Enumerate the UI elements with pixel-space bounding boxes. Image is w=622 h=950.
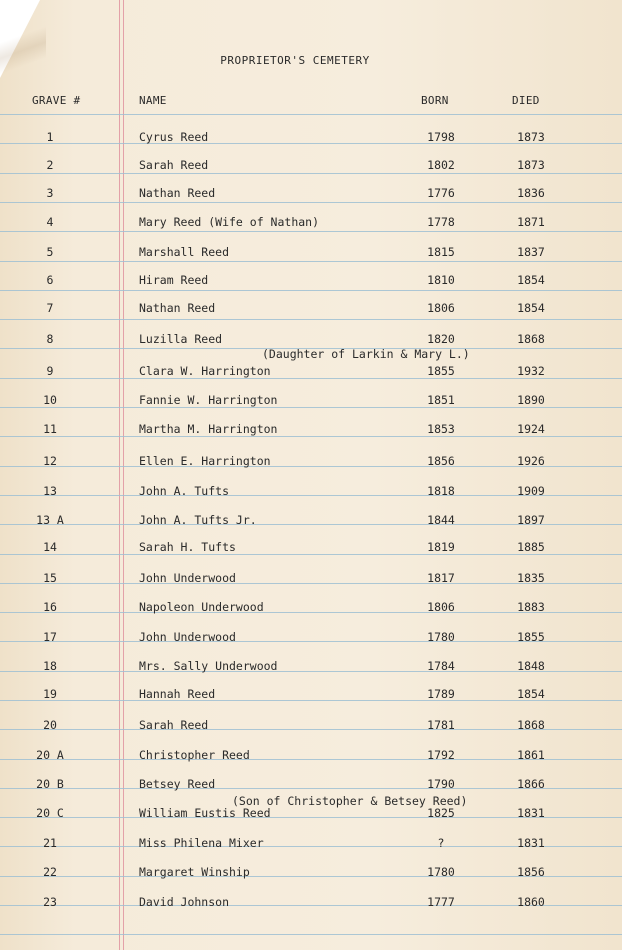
person-name: Nathan Reed bbox=[139, 301, 216, 315]
header-born: BORN bbox=[421, 94, 449, 107]
header-grave: GRAVE # bbox=[32, 94, 81, 107]
grave-number: 23 bbox=[43, 895, 57, 909]
person-name: Sarah Reed bbox=[139, 718, 209, 732]
person-name: Margaret Winship bbox=[139, 865, 250, 879]
ruled-line bbox=[0, 934, 622, 935]
born-year: 1817 bbox=[427, 571, 455, 585]
person-name: Betsey Reed bbox=[139, 777, 216, 791]
person-name: Ellen E. Harrington bbox=[139, 454, 271, 468]
born-year: 1778 bbox=[427, 215, 455, 229]
table-row bbox=[0, 273, 622, 289]
person-name: Christopher Reed bbox=[139, 748, 250, 762]
born-year: 1815 bbox=[427, 245, 455, 259]
person-name: Miss Philena Mixer bbox=[139, 836, 264, 850]
person-name: Sarah H. Tufts bbox=[139, 540, 236, 554]
born-year: 1819 bbox=[427, 540, 455, 554]
grave-number: 5 bbox=[46, 245, 54, 259]
born-year: 1855 bbox=[427, 364, 455, 378]
born-year: 1853 bbox=[427, 422, 455, 436]
grave-number: 7 bbox=[46, 301, 54, 315]
died-year: 1866 bbox=[517, 777, 545, 791]
table-row bbox=[0, 687, 622, 703]
table-row bbox=[0, 777, 622, 793]
person-name: John Underwood bbox=[139, 571, 236, 585]
born-year: 1776 bbox=[427, 186, 455, 200]
table-row bbox=[0, 158, 622, 174]
ruled-line bbox=[0, 261, 622, 262]
born-year: 1798 bbox=[427, 130, 455, 144]
died-year: 1854 bbox=[517, 301, 545, 315]
table-row bbox=[0, 245, 622, 261]
died-year: 1854 bbox=[517, 687, 545, 701]
born-year: 1789 bbox=[427, 687, 455, 701]
died-year: 1873 bbox=[517, 130, 545, 144]
born-year: 1777 bbox=[427, 895, 455, 909]
grave-number: 11 bbox=[43, 422, 57, 436]
person-name: John A. Tufts Jr. bbox=[139, 513, 257, 527]
person-name: Mary Reed (Wife of Nathan) bbox=[139, 215, 320, 229]
table-row bbox=[0, 130, 622, 146]
table-row bbox=[0, 600, 622, 616]
born-year: 1825 bbox=[427, 806, 455, 820]
died-year: 1854 bbox=[517, 273, 545, 287]
born-year: ? bbox=[437, 836, 445, 850]
person-name: Mrs. Sally Underwood bbox=[139, 659, 278, 673]
note-luzilla: (Daughter of Larkin & Mary L.) bbox=[262, 347, 470, 361]
died-year: 1890 bbox=[517, 393, 545, 407]
died-year: 1885 bbox=[517, 540, 545, 554]
grave-number: 1 bbox=[46, 130, 54, 144]
grave-number: 4 bbox=[46, 215, 54, 229]
born-year: 1818 bbox=[427, 484, 455, 498]
corner-shadow bbox=[0, 0, 46, 90]
person-name: Sarah Reed bbox=[139, 158, 209, 172]
grave-number: 22 bbox=[43, 865, 57, 879]
born-year: 1780 bbox=[427, 630, 455, 644]
died-year: 1909 bbox=[517, 484, 545, 498]
born-year: 1806 bbox=[427, 301, 455, 315]
person-name: John A. Tufts bbox=[139, 484, 230, 498]
table-row bbox=[0, 301, 622, 317]
ruled-line bbox=[0, 290, 622, 291]
grave-number: 21 bbox=[43, 836, 57, 850]
table-row bbox=[0, 513, 622, 529]
died-year: 1836 bbox=[517, 186, 545, 200]
table-row bbox=[0, 422, 622, 438]
grave-number: 20 bbox=[43, 718, 57, 732]
grave-number: 14 bbox=[43, 540, 57, 554]
grave-number: 3 bbox=[46, 186, 54, 200]
died-year: 1837 bbox=[517, 245, 545, 259]
died-year: 1926 bbox=[517, 454, 545, 468]
table-row bbox=[0, 540, 622, 556]
died-year: 1873 bbox=[517, 158, 545, 172]
person-name: William Eustis Reed bbox=[139, 806, 271, 820]
ruled-line bbox=[0, 202, 622, 203]
grave-number: 12 bbox=[43, 454, 57, 468]
person-name: Nathan Reed bbox=[139, 186, 216, 200]
ruled-line bbox=[0, 319, 622, 320]
died-year: 1932 bbox=[517, 364, 545, 378]
grave-number: 9 bbox=[46, 364, 54, 378]
person-name: Marshall Reed bbox=[139, 245, 230, 259]
born-year: 1781 bbox=[427, 718, 455, 732]
person-name: Luzilla Reed bbox=[139, 332, 223, 346]
table-row bbox=[0, 454, 622, 470]
grave-number: 6 bbox=[46, 273, 54, 287]
grave-number: 20 A bbox=[36, 748, 64, 762]
died-year: 1860 bbox=[517, 895, 545, 909]
table-row bbox=[0, 865, 622, 881]
born-year: 1790 bbox=[427, 777, 455, 791]
grave-number: 13 A bbox=[36, 513, 64, 527]
born-year: 1792 bbox=[427, 748, 455, 762]
grave-number: 2 bbox=[46, 158, 54, 172]
table-row bbox=[0, 806, 622, 822]
born-year: 1820 bbox=[427, 332, 455, 346]
grave-number: 19 bbox=[43, 687, 57, 701]
ruled-line bbox=[0, 231, 622, 232]
person-name: David Johnson bbox=[139, 895, 230, 909]
person-name: Clara W. Harrington bbox=[139, 364, 271, 378]
person-name: Hiram Reed bbox=[139, 273, 209, 287]
person-name: Cyrus Reed bbox=[139, 130, 209, 144]
header-died: DIED bbox=[512, 94, 540, 107]
table-row bbox=[0, 364, 622, 380]
page-title: PROPRIETOR'S CEMETERY bbox=[220, 54, 370, 67]
grave-number: 16 bbox=[43, 600, 57, 614]
table-row bbox=[0, 332, 622, 348]
note-william: (Son of Christopher & Betsey Reed) bbox=[232, 794, 468, 808]
table-row bbox=[0, 571, 622, 587]
born-year: 1810 bbox=[427, 273, 455, 287]
person-name: Hannah Reed bbox=[139, 687, 216, 701]
born-year: 1856 bbox=[427, 454, 455, 468]
person-name: Fannie W. Harrington bbox=[139, 393, 278, 407]
died-year: 1831 bbox=[517, 806, 545, 820]
table-row bbox=[0, 836, 622, 852]
died-year: 1831 bbox=[517, 836, 545, 850]
person-name: Martha M. Harrington bbox=[139, 422, 278, 436]
ruled-line bbox=[0, 114, 622, 115]
died-year: 1835 bbox=[517, 571, 545, 585]
born-year: 1802 bbox=[427, 158, 455, 172]
died-year: 1897 bbox=[517, 513, 545, 527]
died-year: 1871 bbox=[517, 215, 545, 229]
born-year: 1806 bbox=[427, 600, 455, 614]
table-row bbox=[0, 630, 622, 646]
table-row bbox=[0, 895, 622, 911]
died-year: 1855 bbox=[517, 630, 545, 644]
grave-number: 15 bbox=[43, 571, 57, 585]
table-row bbox=[0, 393, 622, 409]
died-year: 1848 bbox=[517, 659, 545, 673]
person-name: Napoleon Underwood bbox=[139, 600, 264, 614]
grave-number: 8 bbox=[46, 332, 54, 346]
died-year: 1924 bbox=[517, 422, 545, 436]
table-row bbox=[0, 659, 622, 675]
header-name: NAME bbox=[139, 94, 167, 107]
born-year: 1780 bbox=[427, 865, 455, 879]
born-year: 1851 bbox=[427, 393, 455, 407]
died-year: 1868 bbox=[517, 332, 545, 346]
grave-number: 20 B bbox=[36, 777, 64, 791]
died-year: 1868 bbox=[517, 718, 545, 732]
grave-number: 10 bbox=[43, 393, 57, 407]
table-row bbox=[0, 215, 622, 231]
table-row bbox=[0, 748, 622, 764]
grave-number: 13 bbox=[43, 484, 57, 498]
grave-number: 20 C bbox=[36, 806, 64, 820]
born-year: 1844 bbox=[427, 513, 455, 527]
table-row bbox=[0, 484, 622, 500]
grave-number: 18 bbox=[43, 659, 57, 673]
died-year: 1861 bbox=[517, 748, 545, 762]
born-year: 1784 bbox=[427, 659, 455, 673]
died-year: 1856 bbox=[517, 865, 545, 879]
person-name: John Underwood bbox=[139, 630, 236, 644]
table-row bbox=[0, 718, 622, 734]
table-row bbox=[0, 186, 622, 202]
grave-number: 17 bbox=[43, 630, 57, 644]
died-year: 1883 bbox=[517, 600, 545, 614]
